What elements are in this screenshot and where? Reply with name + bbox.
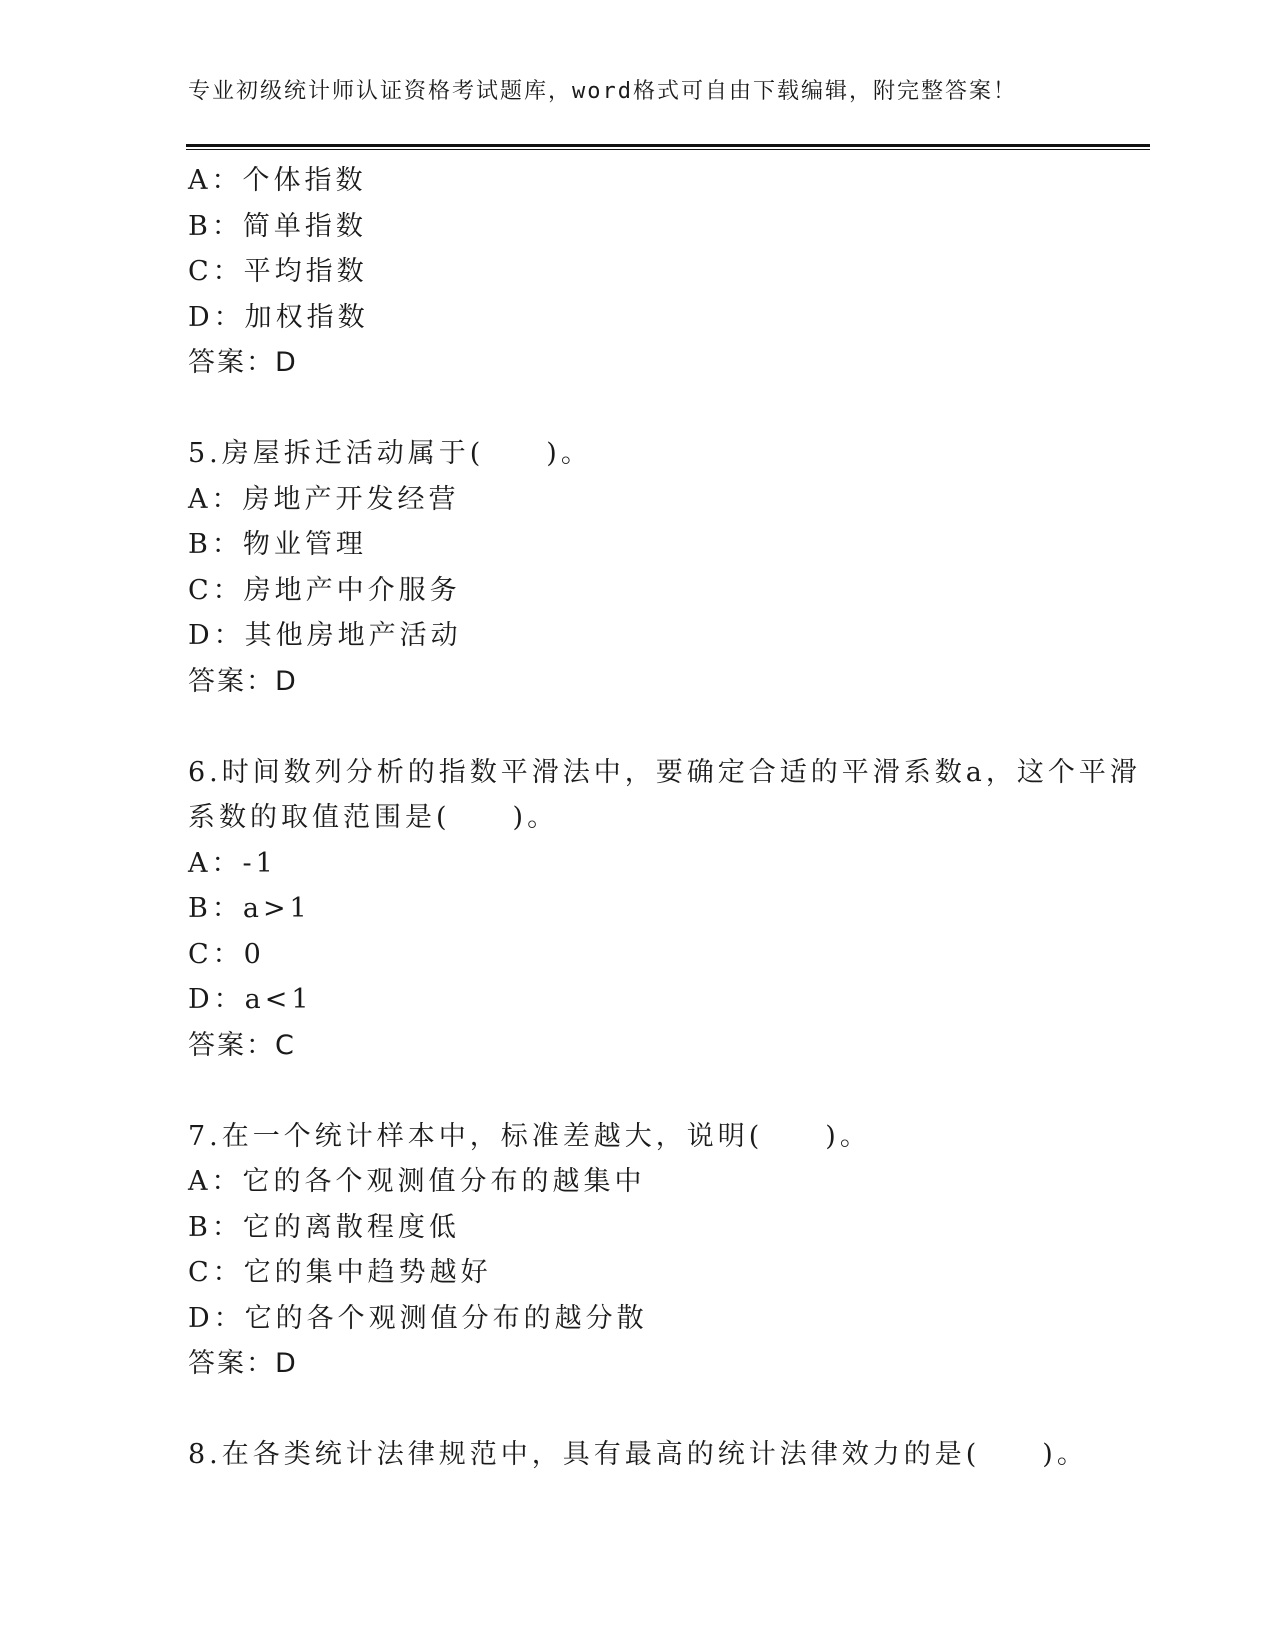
q7-question: 7.在一个统计样本中，标准差越大，说明( )。	[188, 1120, 871, 1152]
q4-answer: 答案：D	[188, 347, 298, 378]
q6-question-line2: 系数的取值范围是( )。	[188, 802, 559, 833]
q8-question: 8.在各类统计法律规范中，具有最高的统计法律效力的是( )。	[188, 1439, 1088, 1470]
q6-answer: 答案：C	[188, 1029, 296, 1061]
q5-option-b: B：物业管理	[188, 529, 367, 560]
q6-option-b: B：a>1	[188, 893, 311, 924]
q5-option-c: C：房地产中介服务	[188, 574, 461, 606]
q7-option-c: C：它的集中趋势越好	[188, 1257, 492, 1288]
q4-option-b: B：简单指数	[188, 210, 367, 242]
q5-question: 5.房屋拆迁活动属于( )。	[188, 438, 592, 469]
header-rule-thin	[186, 149, 1150, 150]
q6-option-d: D：a<1	[188, 984, 313, 1015]
q7-answer: 答案：D	[188, 1348, 298, 1379]
question-content	[188, 158, 1141, 1478]
q7-option-a: A：它的各个观测值分布的越集中	[188, 1166, 646, 1197]
q4-option-c: C：平均指数	[188, 256, 368, 287]
q7-option-b: B：它的离散程度低	[188, 1211, 460, 1243]
q6-question-line1: 6.时间数列分析的指数平滑法中，要确定合适的平滑系数a，这个平滑	[188, 756, 1141, 788]
q6-option-a: A：-1	[188, 847, 277, 879]
q7-option-d: D：它的各个观测值分布的越分散	[188, 1302, 648, 1334]
page-header: 专业初级统计师认证资格考试题库，word格式可自由下载编辑，附完整答案！	[188, 79, 1017, 104]
q5-answer: 答案：D	[188, 665, 298, 697]
q5-option-a: A：房地产开发经营	[188, 483, 460, 515]
q4-option-d: D：加权指数	[188, 301, 369, 333]
q6-option-c: C：0	[188, 938, 265, 970]
q4-option-a: A：个体指数	[188, 165, 367, 196]
q5-option-d: D：其他房地产活动	[188, 620, 462, 651]
header-rule-thick	[186, 144, 1150, 147]
